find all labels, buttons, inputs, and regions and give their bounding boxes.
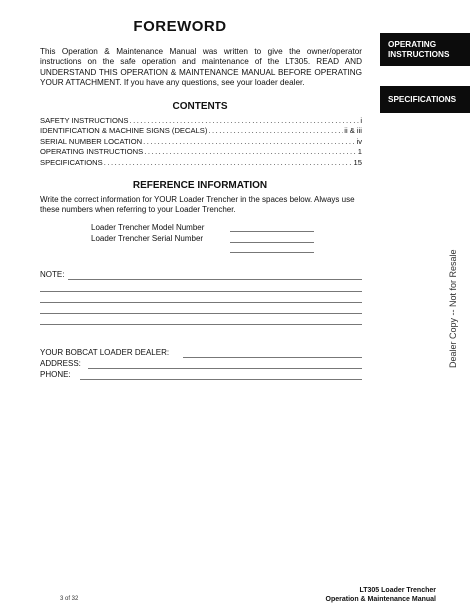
phone-label: PHONE:	[40, 370, 71, 379]
note-line[interactable]	[40, 291, 362, 292]
table-of-contents	[40, 116, 362, 168]
toc-item[interactable]	[40, 116, 362, 126]
page-title: FOREWORD	[133, 18, 227, 35]
dealer-field[interactable]	[183, 357, 362, 358]
tab-specifications[interactable]: SPECIFICATIONS	[380, 86, 470, 113]
note-label: NOTE:	[40, 270, 65, 279]
toc-leader-dots	[129, 116, 359, 126]
toc-item-label: SERIAL NUMBER LOCATION	[40, 136, 143, 146]
intro-paragraph: This Operation & Maintenance Manual was written to give the owner/operator instructions on the safe operation and maintenance of the LT305. READ AND UNDERSTAND THIS OPERATION & MAINTENANCE MANUAL BEFORE OPERATING YOUR ATTACHMENT. If you have any questions, see your loader dealer.	[40, 47, 362, 88]
tab-operating-instructions[interactable]: OPERATING INSTRUCTIONS	[380, 33, 470, 66]
reference-instructions: Write the correct information for YOUR Loader Trencher in the spaces below. Always use these numbers when referring to your Loader Trencher.	[40, 195, 355, 215]
toc-item-label: SPECIFICATIONS	[40, 157, 103, 167]
toc-item-label: IDENTIFICATION & MACHINE SIGNS (DECALS)	[40, 126, 208, 136]
toc-item-label: SAFETY INSTRUCTIONS	[40, 116, 129, 125]
dealer-label: YOUR BOBCAT LOADER DEALER:	[40, 348, 170, 357]
reference-heading: REFERENCE INFORMATION	[132, 180, 268, 191]
toc-item[interactable]	[40, 137, 362, 147]
serial-number-field[interactable]	[230, 242, 314, 243]
toc-leader-dots	[143, 137, 355, 147]
toc-item[interactable]	[40, 126, 362, 136]
footer-manual: Operation & Maintenance Manual	[325, 596, 436, 603]
toc-item-page: 15	[353, 157, 362, 167]
toc-item-page: iv	[356, 136, 362, 146]
serial-number-extra-line[interactable]	[230, 252, 314, 253]
phone-field[interactable]	[80, 379, 362, 380]
note-line[interactable]	[40, 313, 362, 314]
toc-leader-dots	[144, 147, 357, 157]
toc-item[interactable]	[40, 147, 362, 157]
model-number-field[interactable]	[230, 231, 314, 232]
model-number-label: Loader Trencher Model Number	[91, 223, 205, 232]
toc-item-label: OPERATING INSTRUCTIONS	[40, 147, 144, 157]
toc-item-page: i	[360, 116, 362, 125]
page-indicator: 3 of 32	[60, 596, 79, 602]
note-line[interactable]	[40, 324, 362, 325]
footer-product: LT305 Loader Trencher	[359, 587, 436, 594]
address-label: ADDRESS:	[40, 359, 81, 368]
footer-title	[326, 586, 436, 604]
contents-heading: CONTENTS	[172, 101, 228, 112]
toc-item[interactable]	[40, 158, 362, 168]
note-line[interactable]	[68, 279, 362, 280]
toc-item-page: ii & iii	[344, 126, 362, 136]
serial-number-label: Loader Trencher Serial Number	[91, 234, 204, 243]
toc-leader-dots	[104, 158, 353, 168]
toc-item-page: 1	[357, 147, 362, 157]
dealer-copy-watermark: Dealer Copy -- Not for Resale	[448, 249, 458, 368]
toc-leader-dots	[208, 126, 343, 136]
address-field[interactable]	[88, 368, 362, 369]
note-line[interactable]	[40, 302, 362, 303]
